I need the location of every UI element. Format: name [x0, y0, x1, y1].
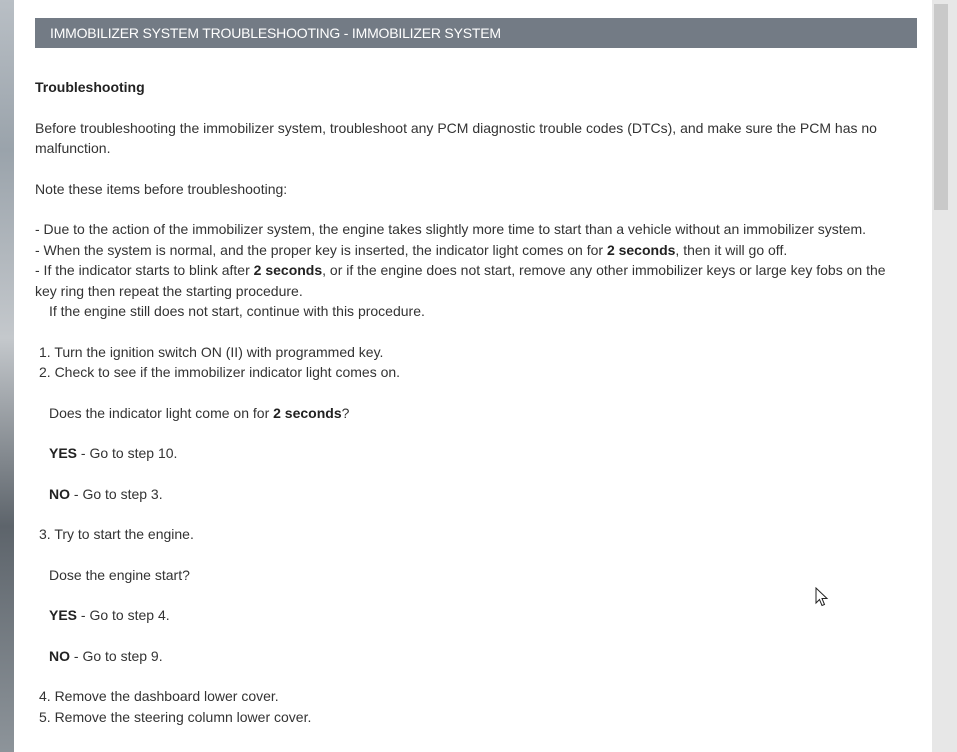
step-item: 1. Turn the ignition switch ON (II) with programmed key. [39, 343, 384, 360]
bullet-continuation: If the engine still does not start, continue with this procedure. [49, 303, 425, 319]
bullet-text: , or if the engine does not start, remove any other immobilizer keys or large key fobs on the key ring then repeat the starting procedure. [35, 262, 886, 299]
question-emphasis: 2 seconds [273, 404, 342, 421]
step-question [35, 403, 905, 424]
step-item: 3. Try to start the engine. [39, 526, 194, 542]
step-item: 5. Remove the steering column lower cover. [39, 708, 312, 725]
answer-text: - Go to step 3. [70, 485, 163, 502]
bullet-emphasis: 2 seconds [253, 262, 323, 278]
bullet-emphasis: 2 seconds [606, 241, 676, 258]
bullet-item [35, 260, 905, 301]
bullet-text: - If the indicator starts to blink after [35, 262, 254, 278]
yes-label: YES [49, 607, 78, 623]
bullet-text: , then it will go off. [675, 241, 788, 258]
mouse-cursor-icon [815, 587, 829, 607]
section-title: Troubleshooting [35, 79, 145, 95]
bullet-text: - Due to the action of the immobilizer system, the engine takes slightly more time to start than a vehicle without an immobilizer system. [35, 221, 867, 237]
document-page [14, 0, 932, 752]
yes-label: YES [49, 445, 78, 461]
answer-text: - Go to step 4. [77, 607, 170, 623]
no-label: NO [49, 485, 70, 502]
no-label: NO [49, 647, 70, 664]
document-content [35, 77, 905, 727]
step-item: 2. Check to see if the immobilizer indicator light comes on. [39, 364, 401, 380]
answer-text: - Go to step 10. [77, 445, 178, 461]
note-paragraph: Note these items before troubleshooting: [35, 180, 288, 197]
bullet-item [35, 219, 905, 240]
question-text: ? [341, 404, 350, 421]
question-text: Does the indicator light come on for [49, 404, 274, 421]
answer-no [35, 646, 905, 667]
bullet-text: - When the system is normal, and the proper key is inserted, the indicator light comes on for [35, 241, 607, 258]
page-title: IMMOBILIZER SYSTEM TROUBLESHOOTING - IMMOBILIZER SYSTEM [35, 18, 917, 48]
answer-yes [35, 443, 905, 464]
intro-paragraph: Before troubleshooting the immobilizer system, troubleshoot any PCM diagnostic trouble codes (DTCs), and make sure the PCM has no malfunction. [35, 119, 877, 156]
answer-text: - Go to step 9. [70, 647, 163, 664]
scrollbar-thumb[interactable] [934, 4, 948, 210]
answer-yes [35, 605, 905, 626]
background-edge [0, 0, 14, 752]
bullet-item [35, 240, 905, 261]
step-question: Dose the engine start? [49, 566, 190, 583]
answer-no [35, 484, 905, 505]
step-item: 4. Remove the dashboard lower cover. [39, 688, 279, 704]
